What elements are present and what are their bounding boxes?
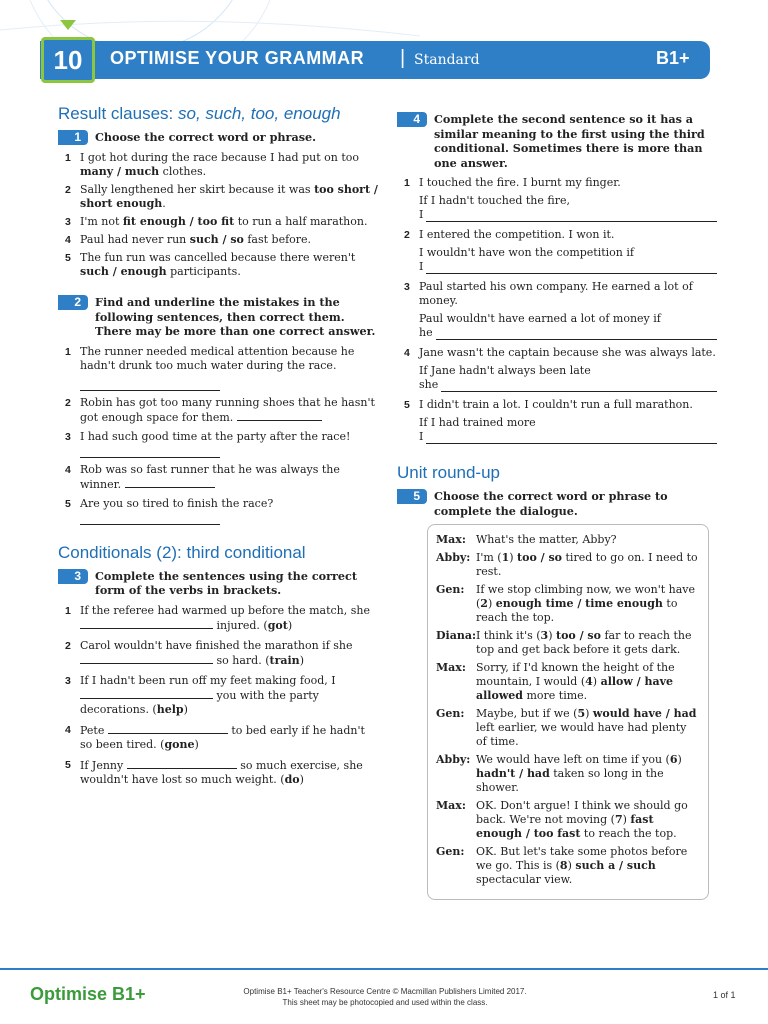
- answer-options: fast enough / too fast: [476, 813, 654, 840]
- text: he: [419, 326, 433, 339]
- dialogue-text: [476, 799, 700, 841]
- exercise-number: 4: [397, 112, 427, 127]
- text: I got hot during the race because I had put on too: [80, 151, 360, 164]
- text: If I hadn't been run off my feet making food, I: [80, 673, 336, 687]
- answer-blank[interactable]: [127, 758, 237, 769]
- item-number: 3: [65, 216, 71, 228]
- page-subtitle: Standard: [414, 52, 480, 68]
- exercise-2-items: [58, 345, 378, 525]
- exercise-instruction: Choose the correct word or phrase.: [95, 130, 317, 144]
- exercise-item: [65, 251, 378, 279]
- item-number: 5: [404, 399, 410, 411]
- answer-options: too / so: [517, 551, 563, 564]
- item-number: 5: [65, 758, 71, 771]
- text: ): [299, 653, 304, 667]
- text: Carol wouldn't have finished the marathon if she: [80, 638, 353, 652]
- speaker-name: Max:: [436, 661, 466, 674]
- exercise-instruction: Choose the correct word or phrase to complete the dialogue.: [434, 489, 668, 518]
- exercise-1-header: [58, 130, 378, 145]
- dialogue-line: [436, 753, 700, 795]
- answer-blank[interactable]: [80, 653, 213, 664]
- item-number: 2: [65, 184, 71, 196]
- item-number: 3: [65, 430, 71, 443]
- unit-number: 10: [53, 44, 83, 75]
- unit-marker-triangle: [60, 20, 76, 30]
- exercise-item: [65, 603, 378, 633]
- exercise-3-items: [58, 604, 378, 787]
- answer-options: too short / short enough: [80, 183, 378, 210]
- text: Maybe, but if we (: [476, 707, 578, 720]
- text: ): [487, 597, 496, 610]
- answer-blank[interactable]: [436, 328, 717, 340]
- text: more time.: [522, 689, 588, 702]
- answer-options: such / enough: [80, 265, 167, 278]
- dialogue-line: [436, 629, 700, 657]
- speaker-name: Max:: [436, 799, 466, 812]
- exercise-item: [65, 429, 378, 458]
- dialogue-text: [476, 845, 700, 887]
- dialogue-text: [476, 629, 700, 657]
- exercise-number: 1: [58, 130, 88, 145]
- text: OK. Don't argue! I think we should go back. We're not moving (: [476, 799, 688, 826]
- item-number: 1: [65, 345, 71, 358]
- exercise-instruction: Find and underline the mistakes in the following sentences, then correct them. There may be more than one correct answer.: [95, 295, 376, 338]
- text: If I had trained more: [419, 416, 536, 429]
- dialogue-line: [436, 707, 700, 749]
- text: ): [622, 813, 631, 826]
- item-number: 1: [404, 177, 410, 189]
- text: Sally lengthened her skirt because it was: [80, 183, 315, 196]
- dialogue-text: [476, 661, 700, 703]
- text: OK. But let's take some photos before we go. This is (: [476, 845, 688, 872]
- text: If we stop climbing now, we won't have (: [476, 583, 696, 610]
- page-title: OPTIMISE YOUR GRAMMAR: [110, 48, 365, 68]
- text: Jane wasn't the captain because she was always late.: [419, 346, 716, 359]
- text: I had such good time at the party after the race!: [80, 429, 351, 443]
- item-number: 4: [65, 234, 71, 246]
- dialogue-box: [427, 524, 709, 900]
- speaker-name: Abby:: [436, 753, 471, 766]
- exercise-4-header: [397, 112, 717, 170]
- answer-options: 1: [501, 551, 510, 564]
- rewrite-prompt: [419, 246, 717, 260]
- answer-blank[interactable]: [441, 380, 717, 392]
- item-number: 5: [65, 252, 71, 264]
- text: ): [585, 707, 593, 720]
- exercise-5-header: [397, 489, 717, 518]
- dialogue-text: [476, 583, 700, 625]
- text: Paul started his own company. He earned a lot of money.: [419, 280, 693, 307]
- verb-hint: got: [267, 618, 288, 632]
- text: We would have left on time if you (: [476, 753, 670, 766]
- exercise-3-header: [58, 569, 378, 598]
- answer-blank[interactable]: [108, 723, 228, 734]
- answer-blank[interactable]: [80, 377, 220, 391]
- answer-options: hadn't / had: [476, 767, 550, 780]
- text: Paul had never run: [80, 233, 190, 246]
- item-number: 2: [65, 639, 71, 652]
- exercise-item: [65, 496, 378, 525]
- answer-options: such a / such: [575, 859, 656, 872]
- text: What's the matter, Abby?: [476, 533, 617, 546]
- section-title-result-clauses: Result clauses: so, such, too, enough: [58, 104, 341, 123]
- exercise-item: [65, 215, 378, 229]
- item-number: 2: [65, 396, 71, 409]
- dialogue-text: [476, 533, 700, 547]
- level-badge: B1+: [656, 48, 690, 68]
- unit-number-badge: [41, 37, 95, 83]
- exercise-2-header: [58, 295, 378, 339]
- answer-blank[interactable]: [125, 477, 215, 488]
- answer-options: 5: [577, 707, 586, 720]
- item-number: 5: [65, 497, 71, 510]
- item-number: 4: [65, 723, 71, 736]
- text: Paul wouldn't have earned a lot of money if: [419, 312, 661, 325]
- item-number: 4: [65, 463, 71, 476]
- verb-hint: gone: [164, 737, 195, 751]
- dialogue-line: [436, 799, 700, 841]
- exercise-instruction: Complete the second sentence so it has a similar meaning to the first using the third conditional. Sometimes there is more than one answer.: [434, 112, 705, 170]
- dialogue-line: [436, 583, 700, 625]
- text: so much exercise, she wouldn't have lost so much weight. (: [80, 758, 363, 786]
- text: I touched the fire. I burnt my finger.: [419, 176, 621, 189]
- exercise-number: 3: [58, 569, 88, 584]
- text: to bed early if he hadn't so been tired. (: [80, 723, 365, 751]
- footer-divider: [0, 968, 768, 970]
- text: I think it's (: [476, 629, 541, 642]
- item-number: 1: [65, 152, 71, 164]
- item-number: 3: [404, 281, 410, 293]
- header-separator: |: [400, 47, 406, 69]
- text: I: [419, 208, 424, 221]
- answer-blank[interactable]: [237, 410, 322, 421]
- dialogue-line: [436, 533, 700, 547]
- text: I didn't train a lot. I couldn't run a full marathon.: [419, 398, 693, 411]
- text: If Jane hadn't always been late: [419, 364, 591, 377]
- text: I: [419, 430, 424, 443]
- answer-blank[interactable]: [80, 618, 213, 629]
- exercise-item: [404, 346, 717, 392]
- rewrite-prompt: [419, 312, 717, 326]
- text: clothes.: [159, 165, 207, 178]
- text: you with the party decorations. (: [80, 688, 319, 716]
- answer-options: 3: [540, 629, 549, 642]
- answer-options: too / so: [556, 629, 601, 642]
- answer-options: many / much: [80, 165, 160, 178]
- exercise-1-items: [58, 151, 378, 279]
- dialogue-line: [436, 845, 700, 887]
- item-number: 4: [404, 347, 410, 359]
- exercise-item: [404, 280, 717, 340]
- text: The fun run was cancelled because there weren't: [80, 251, 356, 264]
- text: Rob was so fast runner that he was always the winner.: [80, 462, 340, 491]
- text: I'm not: [80, 215, 123, 228]
- text: I'm (: [476, 551, 502, 564]
- answer-options: enough time / time enough: [495, 597, 663, 610]
- text: If I hadn't touched the fire,: [419, 194, 570, 207]
- dialogue-text: [476, 551, 700, 579]
- text: ): [592, 675, 601, 688]
- exercise-instruction: Complete the sentences using the correct form of the verbs in brackets.: [95, 568, 357, 597]
- text: ): [548, 629, 556, 642]
- speaker-name: Diana:: [436, 629, 477, 642]
- answer-options: 7: [614, 813, 623, 826]
- rewrite-line: [419, 208, 717, 222]
- exercise-item: [65, 233, 378, 247]
- exercise-item: [65, 183, 378, 211]
- exercise-item: [65, 673, 378, 717]
- text: I: [419, 260, 424, 273]
- text: far to reach the top and get back before it gets dark.: [476, 629, 692, 656]
- text: ): [299, 772, 304, 786]
- answer-options: fit enough / too fit: [122, 215, 235, 228]
- speaker-name: Abby:: [436, 551, 471, 564]
- text: If Jenny: [80, 758, 127, 772]
- answer-options: 8: [559, 859, 568, 872]
- text: The runner needed medical attention because he hadn't drunk too much water during the race.: [80, 344, 355, 372]
- rewrite-prompt: [419, 364, 717, 378]
- exercise-4-items: [397, 176, 717, 444]
- text: to reach the top.: [476, 597, 678, 624]
- text: If the referee had warmed up before the match, she: [80, 603, 370, 617]
- text: I entered the competition. I won it.: [419, 228, 615, 241]
- speaker-name: Gen:: [436, 707, 465, 720]
- dialogue-line: [436, 661, 700, 703]
- answer-blank[interactable]: [426, 262, 717, 274]
- exercise-item: [65, 758, 378, 787]
- answer-options: such / so: [189, 233, 244, 246]
- verb-hint: train: [269, 653, 300, 667]
- rewrite-prompt: [419, 416, 717, 430]
- answer-options: 6: [669, 753, 678, 766]
- item-number: 2: [404, 229, 410, 241]
- rewrite-line: [419, 260, 717, 274]
- speaker-name: Max:: [436, 533, 466, 546]
- text: Pete: [80, 723, 108, 737]
- answer-options: allow / have allowed: [476, 675, 674, 702]
- page-number: 1 of 1: [713, 990, 736, 1000]
- text: ): [194, 737, 199, 751]
- exercise-item: [65, 151, 378, 179]
- speaker-name: Gen:: [436, 583, 465, 596]
- answer-blank[interactable]: [80, 688, 213, 699]
- answer-options: 4: [585, 675, 593, 688]
- exercise-item: [404, 228, 717, 274]
- speaker-name: Gen:: [436, 845, 465, 858]
- rewrite-line: [419, 378, 717, 392]
- text: spectacular view.: [476, 873, 573, 886]
- text: to reach the top.: [580, 827, 677, 840]
- text: injured. (: [213, 618, 268, 632]
- text: participants.: [166, 265, 241, 278]
- rewrite-line: [419, 326, 717, 340]
- exercise-item: [65, 462, 378, 492]
- text: ): [287, 618, 293, 632]
- text: tired to go on. I need to rest.: [476, 551, 698, 578]
- text: ): [183, 702, 188, 716]
- rewrite-line: [419, 430, 717, 444]
- item-number: 3: [65, 674, 71, 687]
- text: left earlier, we would have had plenty of time.: [476, 721, 687, 748]
- text: fast before.: [243, 233, 312, 246]
- text: Sorry, if I'd known the height of the mountain, I would (: [476, 661, 675, 688]
- text: taken so long in the shower.: [476, 767, 664, 794]
- right-column: [397, 112, 717, 900]
- rewrite-prompt: [419, 194, 717, 208]
- section-title-unit-roundup: Unit round-up: [397, 463, 501, 482]
- text: she: [419, 378, 439, 391]
- answer-options: 2: [480, 597, 488, 610]
- text: ): [509, 551, 518, 564]
- header-decoration: [0, 0, 768, 45]
- answer-blank[interactable]: [80, 444, 220, 458]
- section-title-conditionals: Conditionals (2): third conditional: [58, 542, 306, 562]
- item-number: 1: [65, 604, 71, 617]
- answer-blank[interactable]: [80, 511, 220, 525]
- footer-brand: Optimise B1+: [30, 984, 146, 1004]
- text: so hard. (: [213, 653, 270, 667]
- text: ): [567, 859, 576, 872]
- text: I wouldn't have won the competition if: [419, 246, 634, 259]
- exercise-item: [65, 638, 378, 668]
- exercise-item: [65, 395, 378, 425]
- text: Robin has got too many running shoes that he hasn't got enough space for them.: [80, 395, 375, 424]
- text: .: [162, 197, 166, 210]
- verb-hint: do: [284, 772, 300, 786]
- exercise-item: [65, 723, 378, 752]
- footer-copyright: Optimise B1+ Teacher's Resource Centre © Macmillan Publishers Limited 2017. This sheet may be photocopied and used within the class.: [243, 987, 527, 1007]
- verb-hint: help: [156, 702, 184, 716]
- answer-blank[interactable]: [426, 432, 717, 444]
- exercise-item: [404, 176, 717, 222]
- exercise-number: 5: [397, 489, 427, 504]
- dialogue-text: [476, 707, 700, 749]
- answer-options: would have / had: [592, 707, 697, 720]
- text: to run a half marathon.: [234, 215, 368, 228]
- dialogue-line: [436, 551, 700, 579]
- text: Are you so tired to finish the race?: [80, 496, 274, 510]
- exercise-item: [404, 398, 717, 444]
- left-column: [58, 104, 378, 793]
- exercise-number: 2: [58, 295, 88, 310]
- text: ): [677, 753, 682, 766]
- exercise-item: [65, 344, 378, 391]
- dialogue-text: [476, 753, 700, 795]
- answer-blank[interactable]: [426, 210, 717, 222]
